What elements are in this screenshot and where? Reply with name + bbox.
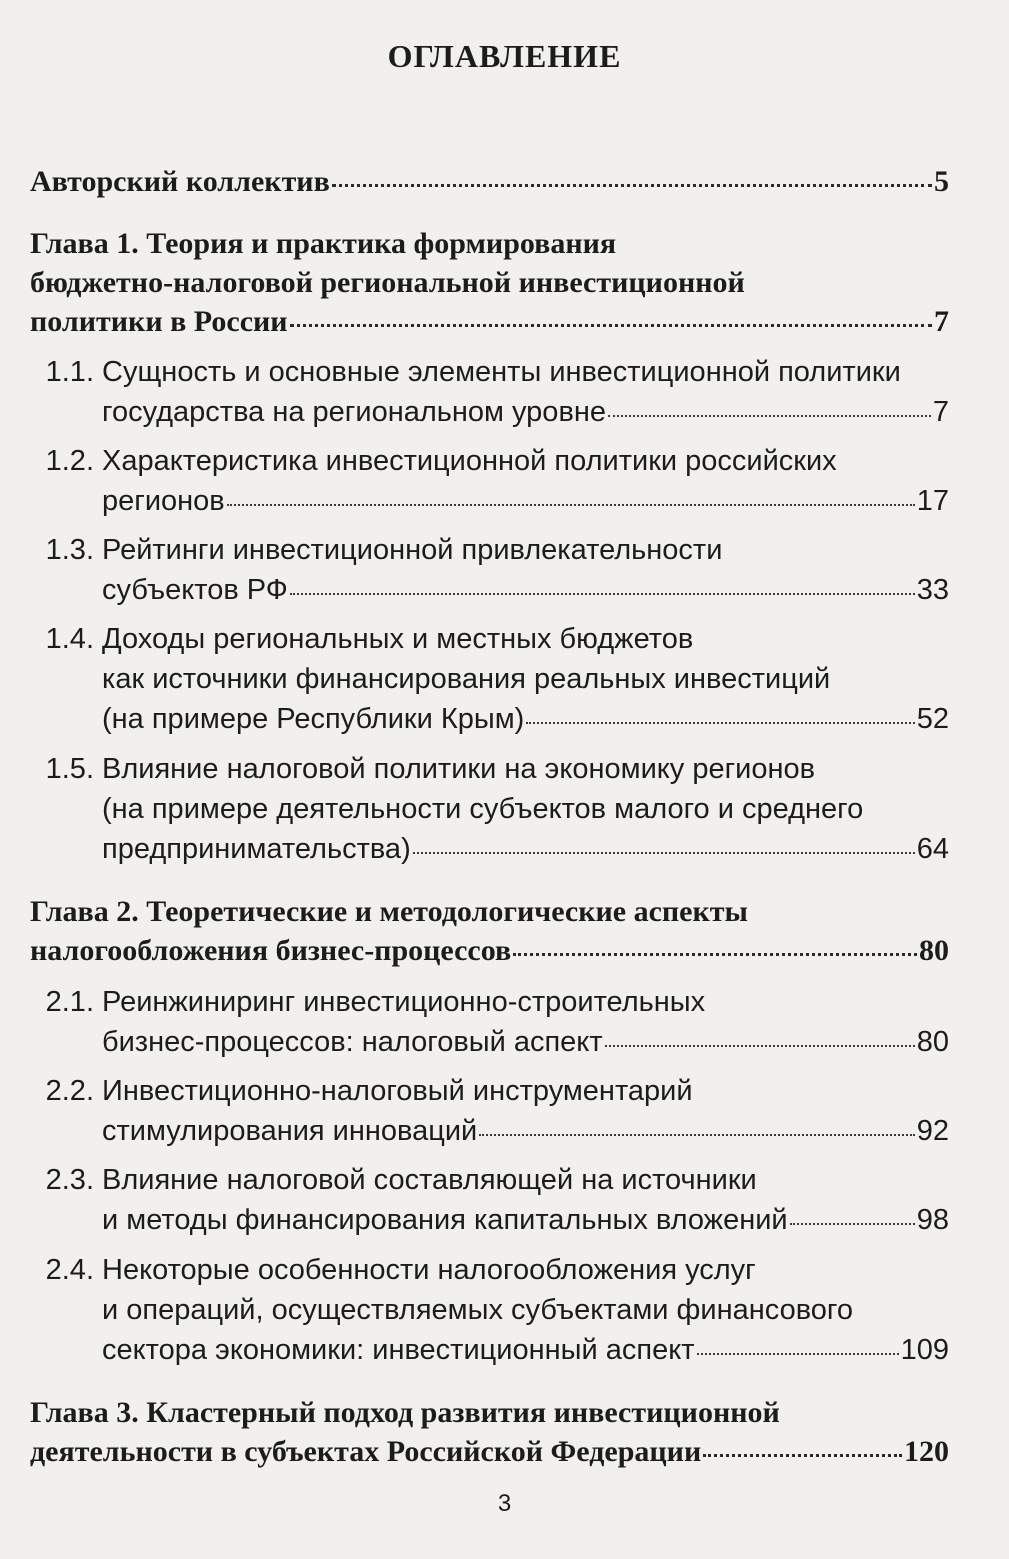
page-number: 3 xyxy=(497,1490,512,1517)
toc-entry-text: Глава 2. Теоретические и методологические аспекты xyxy=(30,895,748,928)
dot-leader xyxy=(332,184,932,187)
dot-leader xyxy=(290,324,932,327)
toc-entry-chapter-2 xyxy=(30,932,949,970)
toc-entry-text: Авторский коллектив xyxy=(30,165,330,198)
section-1-5-line-1 xyxy=(24,750,949,788)
dot-leader xyxy=(513,953,917,956)
section-number: 1.3. xyxy=(45,534,94,566)
toc-entry-text: налогообложения бизнес-процессов xyxy=(30,934,512,967)
section-number: 1.2. xyxy=(45,445,94,477)
toc-entry-text: Некоторые особенности налогообложения услуг xyxy=(102,1254,756,1286)
toc-entry-text: Рейтинги инвестиционной привлекательности xyxy=(102,534,723,566)
toc-entry-text: регионов xyxy=(102,485,225,517)
toc-page-number: 120 xyxy=(904,1435,949,1468)
toc-entry-text: предпринимательства) xyxy=(102,833,411,865)
toc-page-number: 80 xyxy=(919,934,949,967)
dot-leader xyxy=(790,1223,915,1225)
toc-entry-chapter-3 xyxy=(30,1433,949,1471)
toc-entry-text: Инвестиционно-налоговый инструментарий xyxy=(102,1075,693,1107)
toc-entry-text: субъектов РФ xyxy=(102,574,288,606)
toc-page-number: 98 xyxy=(916,1204,949,1236)
toc-entry-2-3 xyxy=(102,1201,949,1239)
toc-entry-text: бюджетно-налоговой региональной инвестиционной xyxy=(30,266,745,299)
toc-entry-text: Сущность и основные элементы инвестиционной политики xyxy=(102,356,901,388)
section-1-1-line-1 xyxy=(24,353,949,391)
toc-page-number: 33 xyxy=(916,574,949,606)
toc-page-number: 52 xyxy=(916,703,949,735)
toc-entry-1-5 xyxy=(102,830,949,868)
chapter-2-title-line-1 xyxy=(30,893,949,931)
section-1-4-line-2 xyxy=(102,660,949,698)
toc-page-number: 64 xyxy=(916,833,949,865)
dot-leader xyxy=(290,593,915,595)
dot-leader xyxy=(608,415,931,417)
toc-entry-text: как источники финансирования реальных инвестиций xyxy=(102,663,831,695)
toc-page-number: 7 xyxy=(934,305,949,338)
chapter-1-title-line-1 xyxy=(30,225,949,263)
section-1-4-line-1 xyxy=(24,620,949,658)
dot-leader xyxy=(526,722,914,724)
toc-entry-text: Влияние налоговой составляющей на источники xyxy=(102,1164,757,1196)
toc-entry-2-2 xyxy=(102,1112,949,1150)
toc-page-number: 17 xyxy=(916,485,949,517)
chapter-1-title-line-2 xyxy=(30,264,949,302)
section-number: 2.1. xyxy=(45,986,94,1018)
chapter-3-title-line-1 xyxy=(30,1394,949,1432)
toc-page-number: 109 xyxy=(900,1334,949,1366)
toc-entry-text: и операций, осуществляемых субъектами финансового xyxy=(102,1294,853,1326)
toc-entry-text: Влияние налоговой политики на экономику регионов xyxy=(102,753,816,785)
section-number: 1.4. xyxy=(45,623,94,655)
toc-entry-2-1 xyxy=(102,1023,949,1061)
toc-entry-text: государства на региональном уровне xyxy=(102,396,606,428)
section-number: 2.3. xyxy=(45,1164,94,1196)
section-1-2-line-1 xyxy=(24,442,949,480)
dot-leader xyxy=(413,852,915,854)
section-2-3-line-1 xyxy=(24,1161,949,1199)
toc-entry-2-4 xyxy=(102,1331,949,1369)
section-1-3-line-1 xyxy=(24,531,949,569)
toc-entry-1-2 xyxy=(102,482,949,520)
toc-entry-text: Реинжиниринг инвестиционно-строительных xyxy=(102,986,706,1018)
dot-leader xyxy=(697,1353,899,1355)
toc-entry-1-3 xyxy=(102,571,949,609)
toc-page-number: 5 xyxy=(934,165,949,198)
section-number: 2.2. xyxy=(45,1075,94,1107)
section-2-2-line-1 xyxy=(24,1072,949,1110)
dot-leader xyxy=(703,1454,902,1457)
toc-entry-1-4 xyxy=(102,700,949,738)
section-1-5-line-2 xyxy=(102,790,949,828)
section-number: 1.5. xyxy=(45,753,94,785)
section-number: 2.4. xyxy=(45,1254,94,1286)
toc-entry-text: Глава 1. Теория и практика формирования xyxy=(30,227,617,260)
toc-entry-text: Глава 3. Кластерный подход развития инвестиционной xyxy=(30,1396,780,1429)
section-2-1-line-1 xyxy=(24,983,949,1021)
toc-page-number: 92 xyxy=(916,1115,949,1147)
toc-entry-text: Доходы региональных и местных бюджетов xyxy=(102,623,694,655)
toc-entry-text: сектора экономики: инвестиционный аспект xyxy=(102,1334,695,1366)
toc-entry-text: Характеристика инвестиционной политики российских xyxy=(102,445,837,477)
section-number: 1.1. xyxy=(45,356,94,388)
toc-entry-text: (на примере Республики Крым) xyxy=(102,703,525,735)
section-2-4-line-1 xyxy=(24,1251,949,1289)
dot-leader xyxy=(605,1045,915,1047)
dot-leader xyxy=(227,504,915,506)
toc-entry-authors xyxy=(30,163,949,201)
toc-entry-text: стимулирования инноваций xyxy=(102,1115,478,1147)
toc-title: ОГЛАВЛЕНИЕ xyxy=(387,38,622,74)
toc-page-number: 80 xyxy=(916,1026,949,1058)
toc-entry-chapter-1 xyxy=(30,303,949,341)
toc-entry-text: деятельности в субъектах Российской Федерации xyxy=(30,1435,702,1468)
toc-entry-text: (на примере деятельности субъектов малого и среднего xyxy=(102,793,864,825)
section-2-4-line-2 xyxy=(102,1291,949,1329)
toc-page-number: 7 xyxy=(932,396,949,428)
toc-entry-text: и методы финансирования капитальных вложений xyxy=(102,1204,788,1236)
toc-entry-text: политики в России xyxy=(30,305,288,338)
toc-entry-1-1 xyxy=(102,393,949,431)
toc-entry-text: бизнес-процессов: налоговый аспект xyxy=(102,1026,603,1058)
dot-leader xyxy=(479,1134,914,1136)
